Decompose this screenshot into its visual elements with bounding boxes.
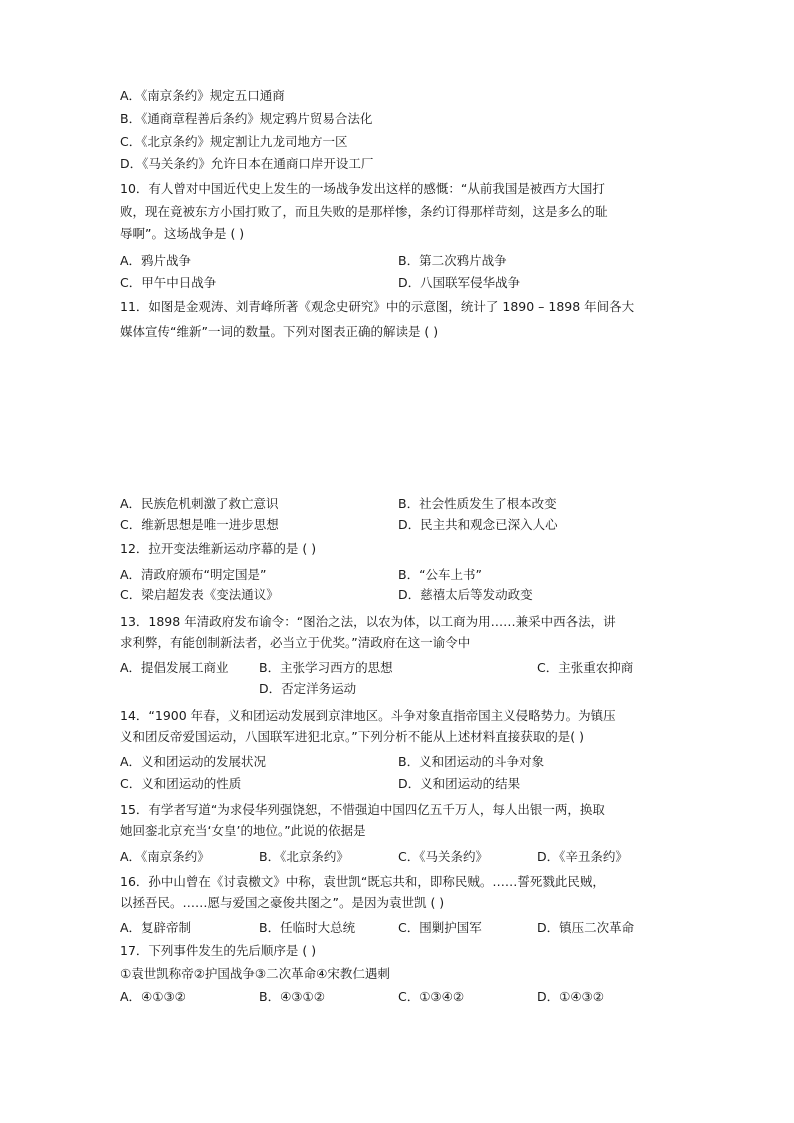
q17-option-c: C．①③④② <box>398 989 465 1004</box>
figure-placeholder <box>118 352 678 482</box>
q16-option-d: D．镇压二次革命 <box>537 920 635 935</box>
q10-option-b: B．第二次鸦片战争 <box>398 253 507 268</box>
q15-option-d: D．《辛丑条约》 <box>537 849 628 864</box>
q10-option-a: A．鸦片战争 <box>120 253 192 268</box>
q14-stem-line2: 义和团反帝爱国运动，八国联军进犯北京。”下列分析不能从上述材料直接获取的是( ) <box>120 729 584 744</box>
q9-option-d: D．《马关条约》允许日本在通商口岸开设工厂 <box>120 156 374 171</box>
q10-option-c: C．甲午中日战争 <box>120 275 217 290</box>
q17-option-a: A．④①③② <box>120 989 186 1004</box>
q15-stem-line1: 15．有学者写道“为求侵华列强饶恕，不惜强迫中国四亿五千万人，每人出银一两，换取 <box>120 802 605 817</box>
q17-stem-line1: 17．下列事件发生的先后顺序是 ( ) <box>120 943 317 958</box>
q9-option-b: B．《通商章程善后条约》规定鸦片贸易合法化 <box>120 111 373 126</box>
q10-stem-line2: 败，现在竟被东方小国打败了，而且失败的是那样惨，条约订得那样苛刻，这是多么的耻 <box>120 204 608 219</box>
q17-stem-line2: ①袁世凯称帝②护国战争③二次革命④宋教仁遇刺 <box>120 966 390 981</box>
q14-option-d: D．义和团运动的结果 <box>398 776 521 791</box>
q11-option-d: D．民主共和观念已深入人心 <box>398 517 558 532</box>
q11-option-a: A．民族危机刺激了救亡意识 <box>120 496 279 511</box>
q13-option-a: A．提倡发展工商业 <box>120 660 229 675</box>
q14-option-c: C．义和团运动的性质 <box>120 776 242 791</box>
q12-option-b: B．“公车上书” <box>398 567 483 582</box>
q12-stem: 12．拉开变法维新运动序幕的是 ( ) <box>120 541 317 556</box>
q13-stem-line1: 13．1898 年清政府发布谕令：“图治之法，以农为体，以工商为用……兼采中西各法，讲 <box>120 614 616 629</box>
q11-stem-line1: 11．如图是金观涛、刘青峰所著《观念史研究》中的示意图，统计了 1890 – 1898 年间各大 <box>120 299 635 314</box>
q9-option-c: C．《北京条约》规定割让九龙司地方一区 <box>120 134 348 149</box>
q16-option-c: C．围剿护国军 <box>398 920 482 935</box>
q13-option-d: D．否定洋务运动 <box>259 681 357 696</box>
q11-option-c: C．维新思想是唯一进步思想 <box>120 517 279 532</box>
q11-option-b: B．社会性质发生了根本改变 <box>398 496 557 511</box>
q12-option-d: D．慈禧太后等发动政变 <box>398 587 533 602</box>
q10-option-d: D．八国联军侵华战争 <box>398 275 521 290</box>
q16-stem-line2: 以拯吾民。……愿与爱国之豪俊共图之”。是因为袁世凯 ( ) <box>120 895 445 910</box>
q13-stem-line2: 求利弊，有能创制新法者，必当立于优奖。”清政府在这一谕令中 <box>120 635 471 650</box>
q16-option-a: A．复辟帝制 <box>120 920 192 935</box>
q17-option-b: B．④③①② <box>259 989 325 1004</box>
q15-option-c: C．《马关条约》 <box>398 849 488 864</box>
q16-stem-line1: 16．孙中山曾在《讨袁檄文》中称，袁世凯“既忘共和，即称民贼。……誓死戮此民贼， <box>120 874 605 889</box>
q15-option-a: A．《南京条约》 <box>120 849 210 864</box>
q13-option-b: B．主张学习西方的思想 <box>259 660 393 675</box>
q10-stem-line1: 10．有人曾对中国近代史上发生的一场战争发出这样的感慨：“从前我国是被西方大国打 <box>120 181 605 196</box>
q16-option-b: B．任临时大总统 <box>259 920 356 935</box>
q15-option-b: B．《北京条约》 <box>259 849 349 864</box>
q12-option-a: A．清政府颁布“明定国是” <box>120 567 267 582</box>
q14-stem-line1: 14．“1900 年春，义和团运动发展到京津地区。斗争对象直指帝国主义侵略势力。为镇压 <box>120 708 616 723</box>
q13-option-c: C．主张重农抑商 <box>537 660 634 675</box>
q17-option-d: D．①④③② <box>537 989 604 1004</box>
q14-option-a: A．义和团运动的发展状况 <box>120 754 267 769</box>
q10-stem-line3: 辱啊”。这场战争是 ( ) <box>120 226 245 241</box>
q9-option-a: A．《南京条约》规定五口通商 <box>120 88 285 103</box>
q11-stem-line2: 媒体宣传“维新”一词的数量。下列对图表正确的解读是 ( ) <box>120 324 439 339</box>
q12-option-c: C．梁启超发表《变法通议》 <box>120 587 279 602</box>
q15-stem-line2: 她回銮北京充当‘女皇’的地位。”此说的依据是 <box>120 823 366 838</box>
q14-option-b: B．义和团运动的斗争对象 <box>398 754 545 769</box>
